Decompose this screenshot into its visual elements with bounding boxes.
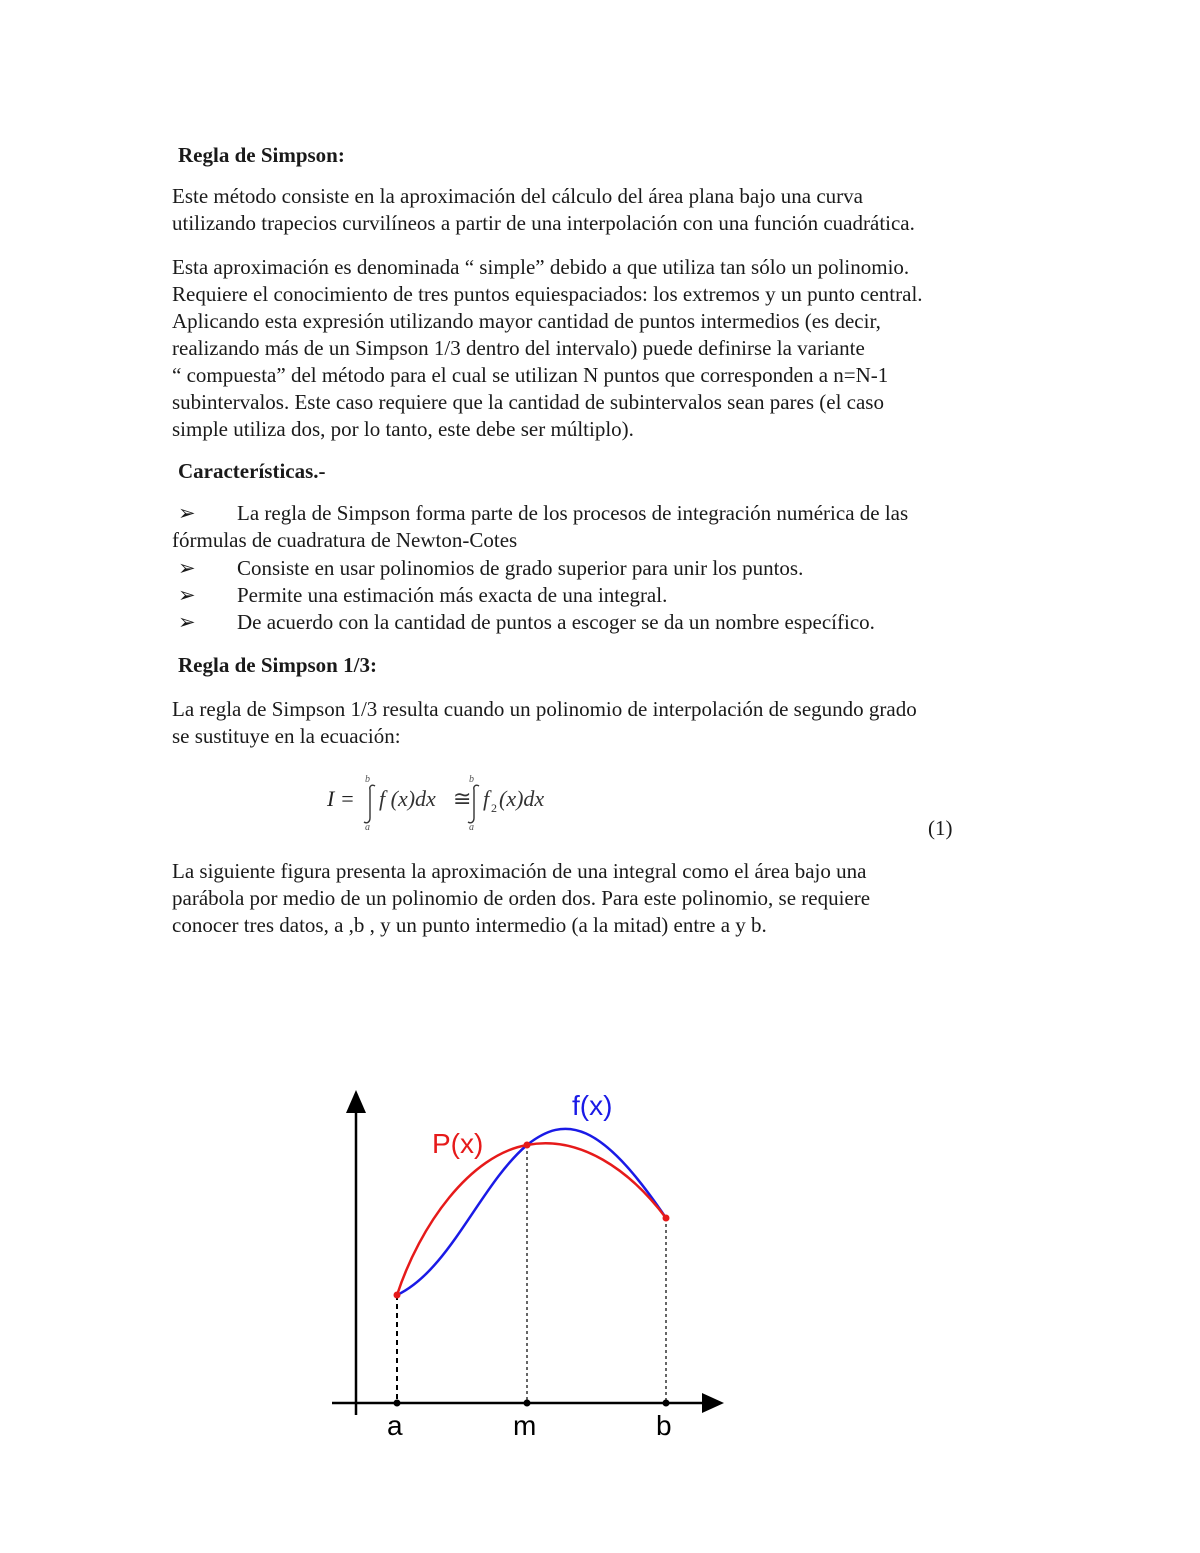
text-line: utilizando trapecios curvilíneos a partir de una interpolación con una función cuadrática. xyxy=(172,211,915,235)
arrow-bullet-icon: ➢ xyxy=(178,610,196,634)
bullet-text: Consiste en usar polinomios de grado superior para unir los puntos. xyxy=(237,556,804,580)
y-axis-arrow-icon xyxy=(346,1090,366,1113)
text-line: simple utiliza dos, por lo tanto, este debe ser múltiplo). xyxy=(172,417,634,441)
bullet-text: La regla de Simpson forma parte de los procesos de integración numérica de las xyxy=(237,501,909,525)
point-m-on-curve xyxy=(524,1142,531,1149)
integral-equation xyxy=(325,768,585,832)
integrand-f: f (x)dx xyxy=(379,786,436,811)
text-line: se sustituye en la ecuación: xyxy=(172,724,401,748)
label-a: a xyxy=(387,1410,403,1441)
equation-lhs: I = xyxy=(327,786,355,811)
text-line: La regla de Simpson 1/3 resulta cuando un polinomio de interpolación de segundo grado xyxy=(172,697,917,721)
bullet-continuation: fórmulas de cuadratura de Newton-Cotes xyxy=(172,528,518,552)
paragraph-simpson-13 xyxy=(172,696,1042,750)
point-m-on-axis xyxy=(524,1400,531,1407)
text-line: subintervalos. Este caso requiere que la cantidad de subintervalos sean pares (el caso xyxy=(172,390,884,414)
lower-limit: a xyxy=(469,822,474,832)
x-axis-arrow-icon xyxy=(702,1393,724,1413)
upper-limit: b xyxy=(469,774,474,785)
label-fx: f(x) xyxy=(572,1090,613,1121)
text-line: Requiere el conocimiento de tres puntos equiespaciados: los extremos y un punto central. xyxy=(172,282,923,306)
text-line: realizando más de un Simpson 1/3 dentro del intervalo) puede definirse la variante xyxy=(172,336,865,360)
text-line: La siguiente figura presenta la aproximación de una integral como el área bajo una xyxy=(172,859,867,883)
text-line: parábola por medio de un polinomio de orden dos. Para este polinomio, se requiere xyxy=(172,886,871,910)
arrow-bullet-icon: ➢ xyxy=(178,501,196,525)
simpson-figure xyxy=(320,1085,740,1445)
paragraph-intro xyxy=(172,183,1042,237)
upper-limit: b xyxy=(365,774,370,785)
bullet-text: De acuerdo con la cantidad de puntos a escoger se da un nombre específico. xyxy=(237,610,875,634)
point-b-on-curve xyxy=(663,1215,670,1222)
section-heading-simpson: Regla de Simpson: xyxy=(178,143,345,167)
lower-limit: a xyxy=(365,822,370,832)
text-line: “ compuesta” del método para el cual se utilizan N puntos que corresponden a n=N-1 xyxy=(172,363,889,387)
label-m: m xyxy=(513,1410,537,1441)
text-line: Este método consiste en la aproximación del cálculo del área plana bajo una curva xyxy=(172,184,863,208)
integrand-f2-rest: (x)dx xyxy=(499,786,545,811)
paragraph-simple-composite xyxy=(172,254,1042,443)
point-a-on-axis xyxy=(394,1400,401,1407)
integral-sign-icon xyxy=(364,785,375,823)
section-heading-simpson-13: Regla de Simpson 1/3: xyxy=(178,653,377,677)
equation-number: (1) xyxy=(928,816,953,840)
text-line: Esta aproximación es denominada “ simple” debido a que utiliza tan sólo un polinomio. xyxy=(172,255,910,279)
text-line: Aplicando esta expresión utilizando mayor cantidad de puntos intermedios (es decir, xyxy=(172,309,881,333)
label-b: b xyxy=(656,1410,672,1441)
integrand-f2: f xyxy=(483,786,490,811)
section-heading-caracteristicas: Características.- xyxy=(178,459,326,483)
point-b-on-axis xyxy=(663,1400,670,1407)
paragraph-figure-intro xyxy=(172,858,1042,939)
approx-symbol: ≅ xyxy=(453,786,472,811)
arrow-bullet-icon: ➢ xyxy=(178,583,196,607)
point-a-on-curve xyxy=(394,1292,401,1299)
subscript-2: 2 xyxy=(491,801,497,815)
text-line: conocer tres datos, a ,b , y un punto intermedio (a la mitad) entre a y b. xyxy=(172,913,767,937)
label-px: P(x) xyxy=(432,1128,484,1159)
bullet-text: Permite una estimación más exacta de una integral. xyxy=(237,583,668,607)
arrow-bullet-icon: ➢ xyxy=(178,556,196,580)
